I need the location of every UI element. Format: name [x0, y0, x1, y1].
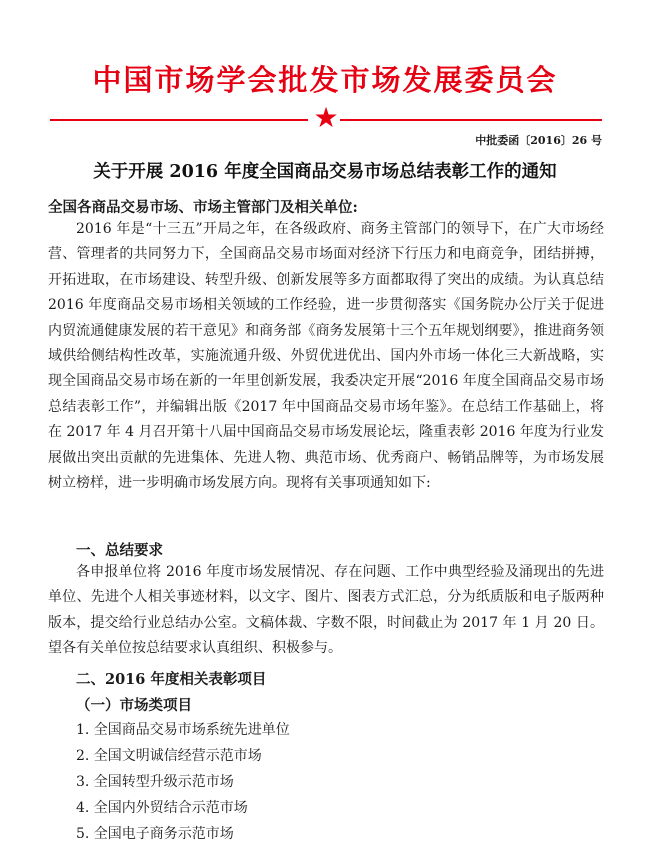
header-divider-left — [50, 119, 308, 121]
organization-title: 中国市场学会批发市场发展委员会 — [92, 63, 558, 97]
list-item: 2. 全国文明诚信经营示范市场 — [76, 748, 262, 764]
notice-title: 关于开展 2016 年度全国商品交易市场总结表彰工作的通知 — [93, 162, 557, 182]
header-divider-right — [340, 119, 602, 121]
section-1-paragraph: 各申报单位将 2016 年度市场发展情况、存在问题、工作中典型经验及涌现出的先进单位、先进个人相关事迹材料，以文字、图片、图表方式汇总，分为纸质版和电子版两种版本，提交给行业总结办公室。文稿体裁、字数不限，时间截止为 2017 年 1 月 20 日。望各有关单位按总结要求认真组织、积极参与。 — [48, 564, 604, 657]
list-item: 5. 全国电子商务示范市场 — [76, 826, 234, 842]
salutation: 全国各商品交易市场、市场主管部门及相关单位: — [48, 199, 358, 216]
section-1-heading: 一、总结要求 — [76, 542, 163, 559]
document-number: 中批委函〔2016〕26 号 — [475, 134, 602, 147]
section-2-heading: 二、2016 年度相关表彰项目 — [76, 671, 267, 688]
intro-paragraph: 2016 年是“十三五”开局之年，在各级政府、商务主管部门的领导下，在广大市场经营、管理者的共同努力下，全国商品交易市场面对经济下行压力和电商竞争，团结拼搏，开拓进取，在市场建设、转型升级、创新发展等多方面都取得了突出的成绩。为认真总结 2016 年度商品交易市场相关领域的工作经验，进一步贯彻落实《国务院办公厅关于促进内贸流通健康发展的若干意见》和商务部《商务发展第十三个五年规划纲要》，推进商务领域供给侧结构性改革，实施流通升级、外贸优进优出、国内外市场一体化三大新战略，实现全国商品交易市场在新的一年里创新发展，我委决定开展“2016 年度全国商品交易市场总结表彰工作”，并编辑出版《2017 年中国商品交易市场年鉴》。在总结工作基础上，将在 2017 年 4 月召开第十八届中国商品交易市场发展论坛，隆重表彰 2016 年度为行业发展做出突出贡献的先进集体、先进人物、典范市场、优秀商户、畅销品牌等，为市场发展树立榜样，进一步明确市场发展方向。现将有关事项通知如下: — [48, 221, 604, 492]
red-star-icon: ★ — [313, 101, 339, 134]
section-2-subheading: （一）市场类项目 — [76, 697, 192, 714]
list-item: 1. 全国商品交易市场系统先进单位 — [76, 722, 290, 738]
list-item: 4. 全国内外贸结合示范市场 — [76, 800, 248, 816]
list-item: 3. 全国转型升级示范市场 — [76, 774, 234, 790]
